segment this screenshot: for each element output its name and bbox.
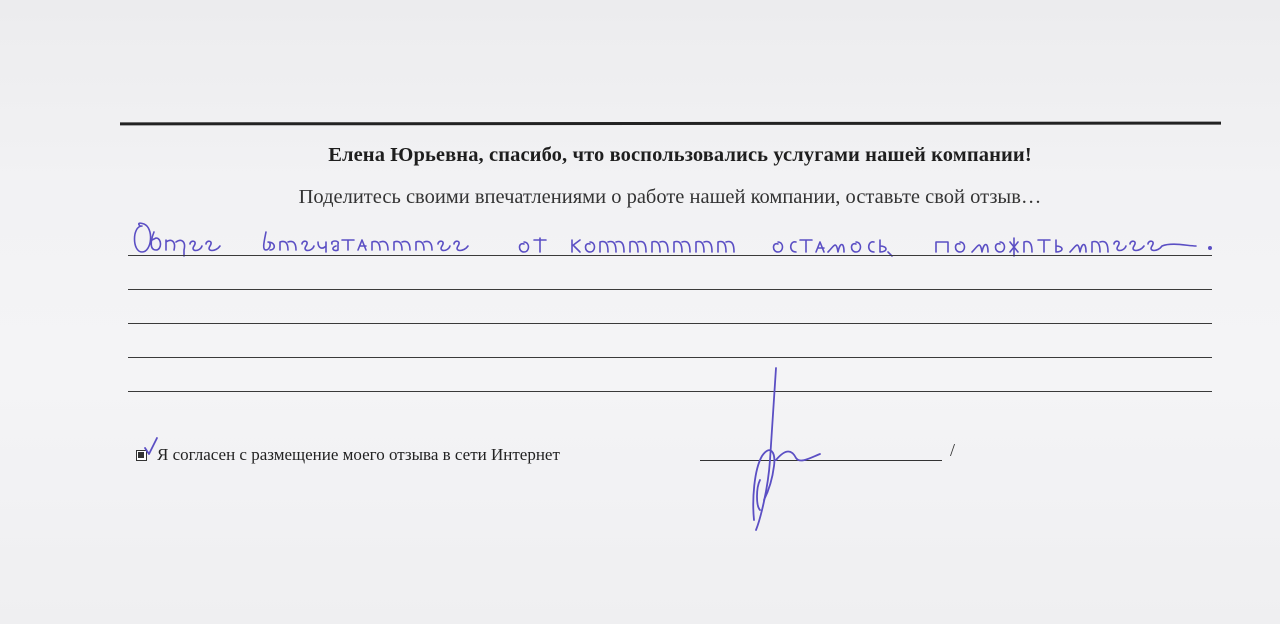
write-line-1 — [128, 255, 1212, 256]
form-heading: Елена Юрьевна, спасибо, что воспользовались услугами нашей компании! — [328, 144, 1032, 166]
consent-label: Я согласен с размещение моего отзыва в сети Интернет — [157, 445, 560, 464]
form-prompt: Поделитесь своими впечатлениями о работе нашей компании, оставьте свой отзыв… — [298, 186, 1042, 208]
write-line-5 — [128, 391, 1212, 392]
write-line-3 — [128, 323, 1212, 324]
handwritten-signature — [730, 360, 840, 540]
consent-row[interactable] — [136, 440, 560, 470]
write-line-2 — [128, 289, 1212, 290]
signature-separator: / — [950, 440, 956, 460]
top-rule — [120, 122, 1221, 126]
write-line-4 — [128, 357, 1212, 358]
checkmark-icon — [142, 436, 162, 458]
